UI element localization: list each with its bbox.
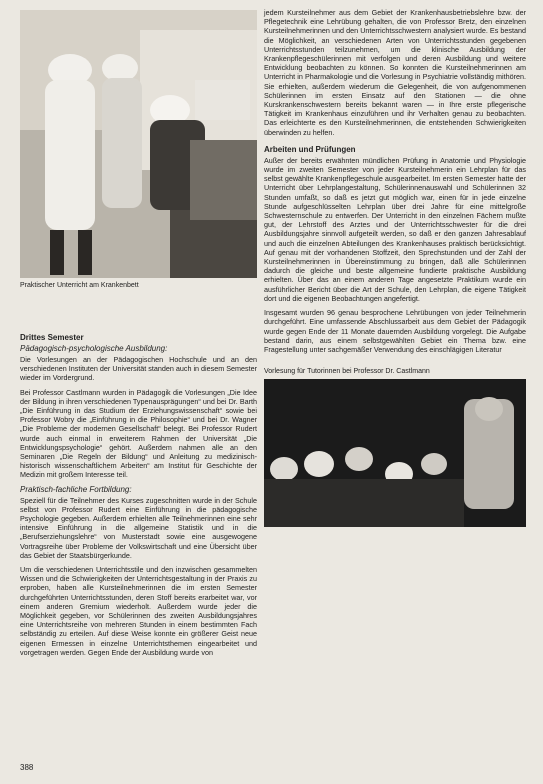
photo-caption: Praktischer Unterricht am Krankenbett [20,282,139,289]
photo-bedside-teaching [20,10,257,278]
paragraph: Speziell für die Teilnehmer des Kurses zugeschnitten wurde in der Schule selbst von Professor Rudert eine Einführung in die pädagogische Psychologie gegeben. Außerdem erhielten alle Teilnehmerinnen eine sehr intensive Einführung in die allgemeine Statistik und in die „Berufserziehungslehre“ von Musterstadt sowie eine ausgewogene Vortragsreihe über Probleme der Volkswirtschaft und eine Übersicht über das Gebiet der Staatsbürgerkunde. [20,495,257,560]
paragraph: jedem Kursteilnehmer aus dem Gebiet der Krankenhausbetriebslehre bzw. der Pflegetechnik eine Lehrübung gehalten, die von Professor Bretz, den einzelnen Kursteilnehmerinnen und den Unterrichtsschwestern analysiert wurde. Es bestand die Möglichkeit, an verschiedenen Arten von Unterrichtsstunden gegebenen Unterrichtsstunden teilzunehmen, um die klinische Ausbildung der Krankenpflegeschülerinnen mit verfolgen und deren Ausbildung und weitere Entwicklung beobachten zu können. So konnten die Kursteilnehmerinnen am Unterricht in Pharmakologie und die Vorlesung in Psychiatrie vollständig mithören. Sie erhielten, außerdem wiederum die Gelegenheit, die von aufgenommenen Schülerinnen im ersten Einsatz auf den Stationen — die ohne Kurskrankenschwestern bereits bekannt waren — in Ihre erste pflegerische Tätigkeit im Krankenhaus einzuführen und ihr Verhalten genau zu beobachten. Das erleichterte es den Kursteilnehmerinnen, die entstehenden Schwierigkeiten überwinden zu helfen. [264,8,526,137]
page-number: 388 [20,763,34,772]
photo-illustration [264,379,526,527]
paragraph: Außer der bereits erwähnten mündlichen Prüfung in Anatomie und Physiologie wurde im zweiten Semester von jeder Kursteilnehmerin ein Lehrplan für das selbst gewählte Krankenpflegeschule ausgearbeitet. Im ersten Semester hatte der Unterricht über Lehrplangestaltung, Schülerinnenauswahl und Schülerinnen 32 Stunden umfaßt, so daß es jetzt gut möglich war, einen für in jede einzelne Stunde aufgeschlüsselten Lehrplan über drei Jahre für eine mittelgroße Schwesternschule zu entwerfen. Der Unterricht in den einzelnen Fächern mußte gut, der Lehrstoff des Arztes und der Unterrichtsschwester für die drei Ausbildungsjahre sinnvoll aufgeteilt werden, so daß er den ganzen Jahresablauf und auch die einzelnen Abteilungen des Krankenhauses praktisch berücksichtigt. Auf genau mit der vorhandenen Stoffzeit, den Sprechstunden und der Zahl der Kursteilnehmerinnen in Übereinstimmung zu bringen, daß alle Schülerinnen dadurch die gleiche und beste allgemeine fundierte praktische Ausbildung erhielten. Über das an einem anderen Tage angesetzte Praktikum wurde ein ausführlicher Bericht über die Art der Schule, den Lehrplan, die eigene Tätigkeit dort und die eigenen Beobachtungen angefertigt. [264,155,526,303]
section-heading: Arbeiten und Prüfungen [264,144,356,154]
section-heading: Drittes Semester [20,333,84,342]
subheading: Praktisch-fachliche Fortbildung: [20,484,132,494]
left-column [20,10,257,662]
photo-caption: Vorlesung für Tutorinnen bei Professor Dr. Castlmann [264,368,430,376]
photo-illustration [20,10,257,278]
right-column [264,8,526,527]
photo-lecture [264,379,526,527]
paragraph: Um die verschiedenen Unterrichtsstile und den inzwischen gesammelten Wissen und die Schwierigkeiten der Unterrichtsgestaltung in der Praxis zu erproben, haben alle Kursteilnehmerinnen die im ersten Semester durchgeführten Unterrichtsstunden, deren Stoff bereits erarbeitet war, vor einem anderen Gremium wiederholt. Außerdem wurde jeder die Möglichkeit gegeben, vor Schülerinnen des zweiten Ausbildungsjahres eine Unterrichtsreihe von mehreren Stunden in einem bestimmten Fach selbständig zu erteilen. Auf diese Weise konnte ein größerer Geist neue eigenen Ermessen in einzelne Unterrichtsthemen eingearbeitet und vorgetragen werden. Gegen Ende der Ausbildung wurde von [20,565,257,657]
paragraph: Insgesamt wurden 96 genau besprochene Lehrübungen von jeder Teilnehmerin durchgeführt. Eine umfassende Abschlussarbeit aus dem Gebiet der Pädagogik wurde gegen Ende der 11 Monate dauernden Ausbildung vorgelegt. Die Aufgabe bestand darin, aus einem selbstgewählten Gebiet ein Thema bzw. eine Fragestellung unter sachgemäßer Verwendung des einschlägigen Literatur [264,308,526,354]
paragraph: Bei Professor Castlmann wurden in Pädagogik die Vorlesungen „Die Idee der Bildung in ihren verschiedenen Typenausprägungen“ und bei Dr. Barth „Die Einführung in das Studium der Erziehungswissenschaft“ sowie bei Professor Wobry die „Einführung in die Philosophie“ und bei Dr. Wagner „Die Probleme der modernen Gesellschaft“ belegt. Bei Professor Rudert wurde auch einmal in erweiterem Rahmen der Universität „Die Entwicklungspsychologie“ gehört. Außerdem nahmen alle an den Seminaren „Die Regeln der Bildung“ und Anleitung zu medizinisch-historisch wissenschaftlichem Arbeiten“ am Institut für Geschichte der Medizin mit großem Interesse teil. [20,387,257,480]
subheading: Pädagogisch-psychologische Ausbildung: [20,344,168,353]
paragraph: Die Vorlesungen an der Pädagogischen Hochschule und an den verschiedenen Instituten der Universität standen auch in diesem Semester wieder im Vordergrund. [20,355,257,383]
